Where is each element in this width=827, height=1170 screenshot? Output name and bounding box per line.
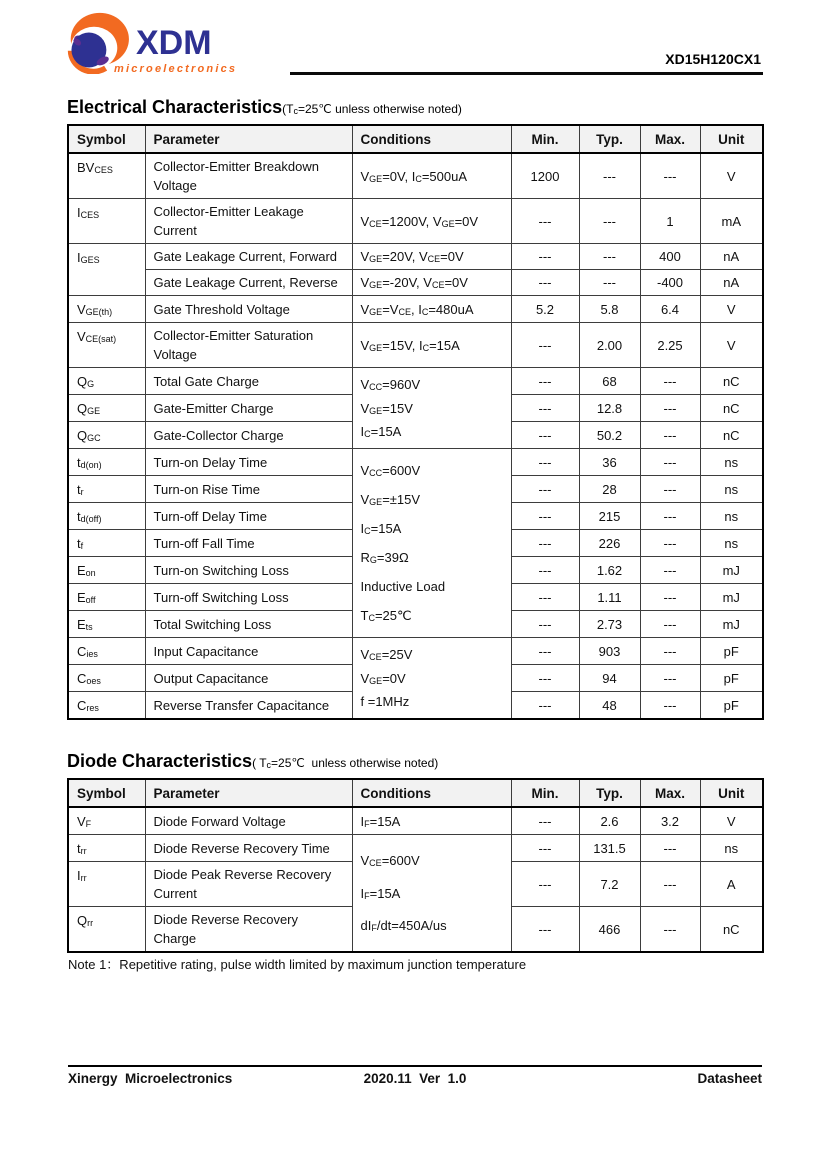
table-cell: --- <box>640 584 700 611</box>
table-cell: 28 <box>579 476 640 503</box>
table-cell: $E_{ts}$ <box>68 611 145 638</box>
table-cell: Gate-Emitter Charge <box>145 395 352 422</box>
condition-line: f =1MHz <box>360 694 410 710</box>
table-cell: --- <box>511 270 579 296</box>
table-cell: 903 <box>579 638 640 665</box>
table-cell: Total Switching Loss <box>145 611 352 638</box>
diode-subtitle: ( $T_c=25℃$ unless otherwise noted) <box>252 756 439 770</box>
conditions-group <box>361 837 507 949</box>
column-header: Min. <box>511 125 579 153</box>
table-cell: $V_{GE(th)}$ <box>68 296 145 323</box>
table-cell: ns <box>700 476 763 503</box>
table-cell: 12.8 <box>579 395 640 422</box>
table-cell <box>352 835 511 953</box>
footer-rule <box>68 1065 762 1067</box>
table-cell: --- <box>640 395 700 422</box>
table-cell: --- <box>511 862 579 907</box>
electrical-heading <box>67 97 762 118</box>
column-header: Symbol <box>68 125 145 153</box>
table-cell: $E_{off}$ <box>68 584 145 611</box>
table-cell <box>352 638 511 720</box>
table-cell: --- <box>640 692 700 720</box>
table-cell: 1 <box>640 199 700 244</box>
table-cell: --- <box>511 665 579 692</box>
table-cell: mJ <box>700 557 763 584</box>
table-cell: --- <box>640 530 700 557</box>
table-cell: 5.8 <box>579 296 640 323</box>
column-header: Parameter <box>145 125 352 153</box>
table-row <box>68 270 763 296</box>
table-cell: mJ <box>700 584 763 611</box>
table-cell: $E_{on}$ <box>68 557 145 584</box>
table-cell: --- <box>511 557 579 584</box>
table-cell: 50.2 <box>579 422 640 449</box>
table-cell: $V_{GE}=0V$, $I_C=500uA$ <box>352 153 511 199</box>
table-cell: $Q_G$ <box>68 368 145 395</box>
column-header: Parameter <box>145 779 352 807</box>
table-cell: --- <box>640 476 700 503</box>
condition-line: $T_C=25℃$ <box>360 608 412 623</box>
table-cell: 48 <box>579 692 640 720</box>
table-cell: $t_{d(on)}$ <box>68 449 145 476</box>
electrical-table <box>67 124 764 720</box>
table-cell: Diode Forward Voltage <box>145 807 352 835</box>
table-cell: 2.73 <box>579 611 640 638</box>
table-row <box>68 296 763 323</box>
table-cell: A <box>700 862 763 907</box>
electrical-subtitle: ($T_c=25℃$ unless otherwise noted) <box>282 102 462 116</box>
table-cell: 131.5 <box>579 835 640 862</box>
table-cell: $Q_{GE}$ <box>68 395 145 422</box>
table-cell: --- <box>640 638 700 665</box>
table-cell: --- <box>511 422 579 449</box>
table-row <box>68 199 763 244</box>
table-cell: 226 <box>579 530 640 557</box>
table-cell: Turn-off Delay Time <box>145 503 352 530</box>
table-cell: nA <box>700 244 763 270</box>
table-cell: nC <box>700 368 763 395</box>
conditions-group <box>361 640 507 716</box>
table-cell: Turn-on Switching Loss <box>145 557 352 584</box>
table-cell: mA <box>700 199 763 244</box>
table-cell: --- <box>511 611 579 638</box>
table-cell: ns <box>700 503 763 530</box>
table-cell: $I_{GES}$ <box>68 244 145 296</box>
column-header: Unit <box>700 125 763 153</box>
table-cell: $t_f$ <box>68 530 145 557</box>
diode-heading <box>67 751 762 772</box>
condition-line: $V_{CC}=600V$ <box>360 463 421 478</box>
table-cell: Gate Leakage Current, Reverse <box>145 270 352 296</box>
table-cell: nA <box>700 270 763 296</box>
table-cell: Collector-Emitter Breakdown Voltage <box>145 153 352 199</box>
column-header: Unit <box>700 779 763 807</box>
table-cell: --- <box>511 638 579 665</box>
table-cell: pF <box>700 692 763 720</box>
diode-title: Diode Characteristics <box>67 751 253 771</box>
table-cell: $t_r$ <box>68 476 145 503</box>
table-cell: --- <box>640 835 700 862</box>
condition-line: $V_{GE}=0V$ <box>360 670 406 686</box>
table-cell: --- <box>511 368 579 395</box>
condition-line: $V_{CE}=25V$ <box>360 646 413 662</box>
table-cell: $t_{rr}$ <box>68 835 145 862</box>
condition-line: $I_F=15A$ <box>360 885 401 901</box>
table-cell: --- <box>511 584 579 611</box>
table-cell: --- <box>511 476 579 503</box>
table-cell: --- <box>640 449 700 476</box>
table-cell: Turn-off Switching Loss <box>145 584 352 611</box>
column-header: Typ. <box>579 125 640 153</box>
footer <box>68 1071 762 1091</box>
table-cell: 1200 <box>511 153 579 199</box>
conditions-group <box>361 370 507 446</box>
table-cell: $V_{GE}=V_{CE}$, $I_C=480uA$ <box>352 296 511 323</box>
table-cell: --- <box>640 557 700 584</box>
table-cell: --- <box>640 611 700 638</box>
table-cell: --- <box>579 199 640 244</box>
table-cell: 2.25 <box>640 323 700 368</box>
condition-line: $V_{GE}=\pm 15V$ <box>360 492 421 507</box>
table-cell: V <box>700 323 763 368</box>
table-cell: $V_{GE}=15V$, $I_C=15A$ <box>352 323 511 368</box>
brand-tagline: microelectronics <box>114 63 238 75</box>
table-cell: Turn-on Delay Time <box>145 449 352 476</box>
table-cell: Collector-Emitter Leakage Current <box>145 199 352 244</box>
column-header: Min. <box>511 779 579 807</box>
condition-line: Inductive Load <box>360 579 446 594</box>
table-cell: --- <box>511 244 579 270</box>
table-cell: $I_{CES}$ <box>68 199 145 244</box>
diode-section <box>67 751 762 953</box>
table-cell: 215 <box>579 503 640 530</box>
condition-line: $V_{CE}=600V$ <box>360 852 420 868</box>
column-header: Typ. <box>579 779 640 807</box>
column-header: Conditions <box>352 125 511 153</box>
table-cell: 2.6 <box>579 807 640 835</box>
table-cell: 1.62 <box>579 557 640 584</box>
table-row <box>68 807 763 835</box>
table-cell: --- <box>640 907 700 953</box>
table-cell: --- <box>511 907 579 953</box>
condition-line: $R_G=39\Omega$ <box>360 550 409 565</box>
table-cell: Diode Reverse Recovery Time <box>145 835 352 862</box>
table-cell: nC <box>700 422 763 449</box>
condition-line: $I_C=15A$ <box>360 424 402 440</box>
table-cell: pF <box>700 638 763 665</box>
table-cell: $C_{res}$ <box>68 692 145 720</box>
footer-company: Xinergy Microelectronics <box>68 1071 233 1086</box>
table-cell: --- <box>511 323 579 368</box>
table-cell: --- <box>640 368 700 395</box>
table-cell: 2.00 <box>579 323 640 368</box>
table-cell: V <box>700 296 763 323</box>
table-row <box>68 835 763 862</box>
table-cell: Gate-Collector Charge <box>145 422 352 449</box>
table-cell: --- <box>640 665 700 692</box>
table-cell: 94 <box>579 665 640 692</box>
table-cell: Gate Threshold Voltage <box>145 296 352 323</box>
table-cell <box>352 368 511 449</box>
table-cell: $t_{d(off)}$ <box>68 503 145 530</box>
column-header: Symbol <box>68 779 145 807</box>
table-cell: nC <box>700 907 763 953</box>
table-cell: 3.2 <box>640 807 700 835</box>
column-header: Max. <box>640 779 700 807</box>
table-row <box>68 323 763 368</box>
conditions-group <box>361 451 507 635</box>
table-cell: $V_F$ <box>68 807 145 835</box>
table-cell: pF <box>700 665 763 692</box>
table-cell: Turn-on Rise Time <box>145 476 352 503</box>
condition-line: $V_{GE}=15V$ <box>360 400 413 416</box>
table-cell <box>352 449 511 638</box>
table-cell: Total Gate Charge <box>145 368 352 395</box>
table-row <box>68 638 763 665</box>
table-cell: --- <box>511 835 579 862</box>
table-cell: ns <box>700 449 763 476</box>
table-cell: 400 <box>640 244 700 270</box>
table-cell: --- <box>579 244 640 270</box>
table-cell: $I_{rr}$ <box>68 862 145 907</box>
table-cell: 68 <box>579 368 640 395</box>
brand-text <box>114 24 238 75</box>
table-row <box>68 244 763 270</box>
footer-doc-type: Datasheet <box>697 1071 762 1086</box>
table-cell: $C_{ies}$ <box>68 638 145 665</box>
table-cell: --- <box>640 862 700 907</box>
table-cell: --- <box>511 530 579 557</box>
table-cell: $Q_{rr}$ <box>68 907 145 953</box>
condition-line: $I_C=15A$ <box>360 521 402 536</box>
table-cell: Diode Reverse Recovery Charge <box>145 907 352 953</box>
table-cell: $BV_{CES}$ <box>68 153 145 199</box>
table-cell: $V_{CE(sat)}$ <box>68 323 145 368</box>
diode-table <box>67 778 764 953</box>
table-row <box>68 368 763 395</box>
table-cell: 36 <box>579 449 640 476</box>
table-cell: 6.4 <box>640 296 700 323</box>
table-cell: --- <box>511 807 579 835</box>
table-cell: $Q_{GC}$ <box>68 422 145 449</box>
table-row <box>68 153 763 199</box>
table-cell: $V_{CE}=1200V$, $V_{GE}=0V$ <box>352 199 511 244</box>
table-cell: Diode Peak Reverse Recovery Current <box>145 862 352 907</box>
brand-logo <box>62 10 237 75</box>
table-cell: mJ <box>700 611 763 638</box>
note-1: Note 1：Repetitive rating, pulse width limited by maximum junction temperature <box>68 957 527 972</box>
table-cell: V <box>700 153 763 199</box>
table-cell: --- <box>579 153 640 199</box>
table-cell: 5.2 <box>511 296 579 323</box>
table-cell: $V_{GE}=20V$, $V_{CE}=0V$ <box>352 244 511 270</box>
electrical-title: Electrical Characteristics <box>67 97 283 117</box>
table-cell: V <box>700 807 763 835</box>
table-cell: --- <box>640 422 700 449</box>
table-cell: -400 <box>640 270 700 296</box>
electrical-section <box>67 97 762 720</box>
header-row <box>68 125 763 153</box>
brand-name: XDM <box>136 24 212 62</box>
table-cell: Reverse Transfer Capacitance <box>145 692 352 720</box>
table-cell: Collector-Emitter Saturation Voltage <box>145 323 352 368</box>
table-cell: --- <box>579 270 640 296</box>
condition-line: $V_{CC}=960V$ <box>360 376 421 392</box>
header-rule <box>290 72 763 75</box>
part-number: XD15H120CX1 <box>665 51 761 67</box>
table-cell: $C_{oes}$ <box>68 665 145 692</box>
table-cell: Input Capacitance <box>145 638 352 665</box>
table-cell: --- <box>511 692 579 720</box>
table-cell: --- <box>511 395 579 422</box>
condition-line: $dI_F/dt=450A/us$ <box>360 918 447 934</box>
table-cell: Gate Leakage Current, Forward <box>145 244 352 270</box>
table-cell: ns <box>700 530 763 557</box>
table-cell: 466 <box>579 907 640 953</box>
table-cell: --- <box>511 449 579 476</box>
table-cell: --- <box>640 153 700 199</box>
table-cell: Turn-off Fall Time <box>145 530 352 557</box>
table-cell: $V_{GE}=-20V$, $V_{CE}=0V$ <box>352 270 511 296</box>
table-row <box>68 449 763 476</box>
column-header: Conditions <box>352 779 511 807</box>
table-cell: ns <box>700 835 763 862</box>
table-cell: Output Capacitance <box>145 665 352 692</box>
column-header: Max. <box>640 125 700 153</box>
table-cell: 7.2 <box>579 862 640 907</box>
table-cell: --- <box>640 503 700 530</box>
table-cell: nC <box>700 395 763 422</box>
table-cell: --- <box>511 199 579 244</box>
footer-version: 2020.11 Ver 1.0 <box>363 1071 467 1086</box>
table-cell: --- <box>511 503 579 530</box>
table-cell: $I_F=15A$ <box>352 807 511 835</box>
header-row <box>68 779 763 807</box>
table-cell: 1.11 <box>579 584 640 611</box>
